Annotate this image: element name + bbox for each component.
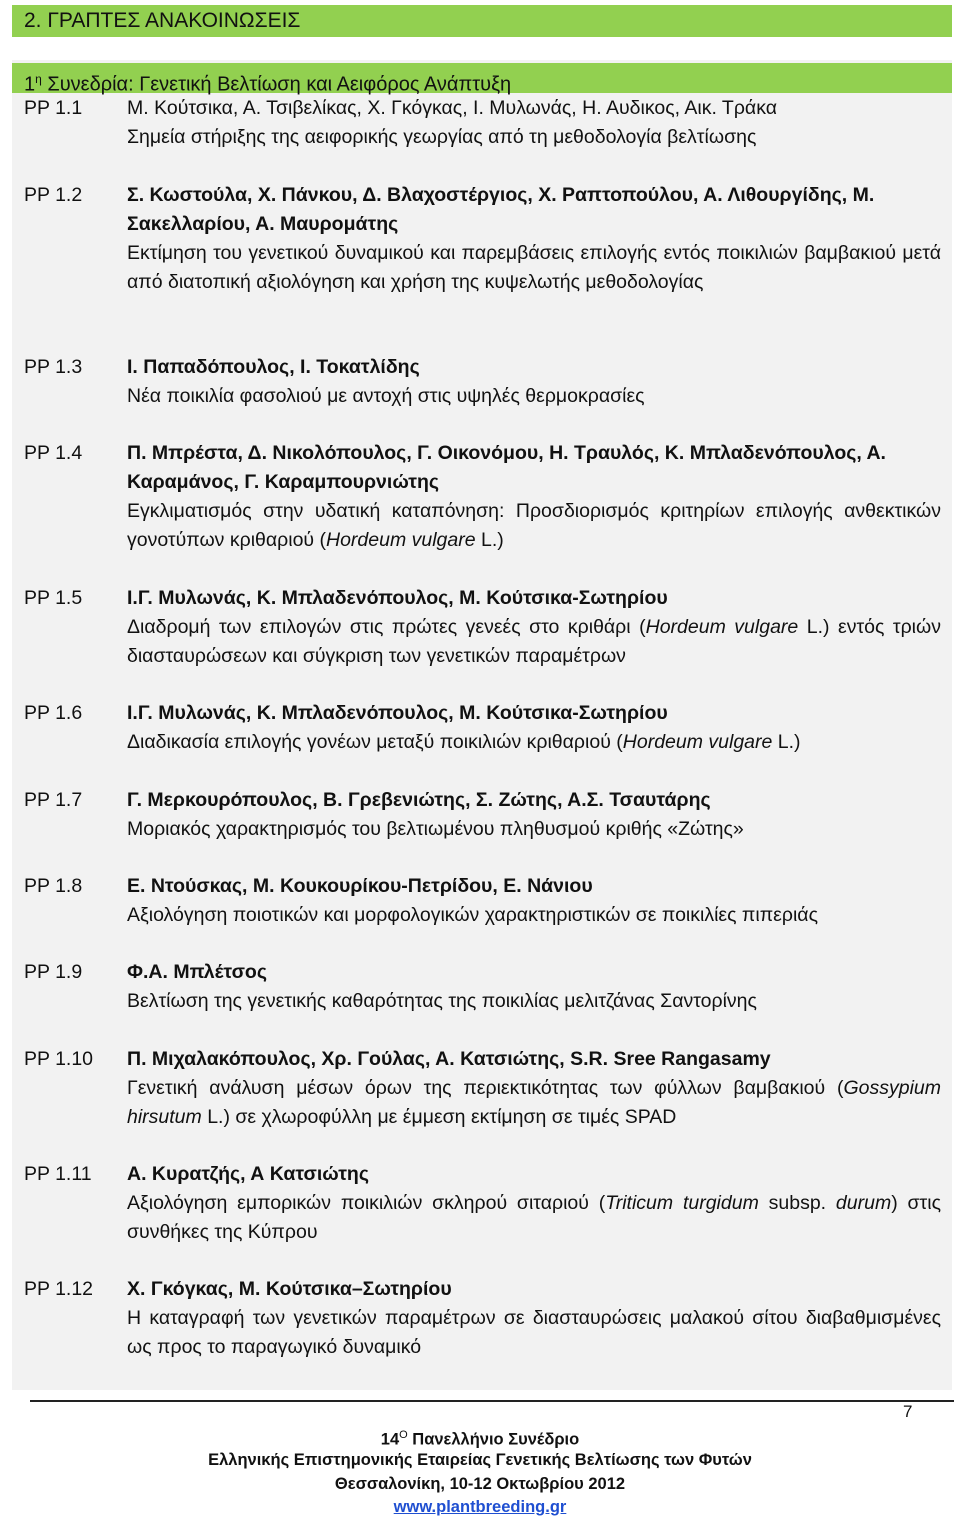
conference-title: Πανελλήνιο Συνέδριο xyxy=(412,1430,580,1449)
session-superscript: η xyxy=(35,72,42,86)
location-date: Θεσσαλονίκη, 10-12 Οκτωβρίου 2012 xyxy=(334,1475,626,1493)
poster-code: PP 1.6 xyxy=(24,702,83,724)
poster-title: Μοριακός χαρακτηρισμός του βελτιωμένου πληθυσμού κριθής «Ζώτης» xyxy=(127,818,744,840)
poster-title: Εγκλιματισμός στην υδατική καταπόνηση: Προσδιορισμός κριτηρίων επιλογής ανθεκτικών γονοτύπων κριθαριού (Hordeum vulgare L.) xyxy=(127,500,941,551)
poster-authors: Μ. Κούτσικα, Α. Τσιβελίκας, Χ. Γκόγκας, Ι. Μυλωνάς, Η. Αυδικος, Αικ. Τράκα xyxy=(127,97,777,119)
poster-authors: Φ.Α. Μπλέτσος xyxy=(127,961,267,983)
poster-code: PP 1.5 xyxy=(24,587,83,609)
poster-authors: Σ. Κωστούλα, Χ. Πάνκου, Δ. Βλαχοστέργιος, Χ. Ραπτοπούλου, Α. Λιθουργίδης, Μ. Σακελλαρίου, Α. Μαυρομάτης xyxy=(127,184,875,235)
poster-title: Βελτίωση της γενετικής καθαρότητας της ποικιλίας μελιτζάνας Σαντορίνης xyxy=(127,990,757,1012)
poster-authors: Γ. Μερκουρόπουλος, Β. Γρεβενιώτης, Σ. Ζώτης, Α.Σ. Τσαυτάρης xyxy=(127,789,711,811)
poster-authors: Π. Μιχαλακόπουλος, Χρ. Γούλας, Α. Κατσιώτης, S.R. Sree Rangasamy xyxy=(127,1048,771,1070)
page-number: 7 xyxy=(903,1402,913,1421)
session-title xyxy=(24,66,511,98)
poster-title: Αξιολόγηση ποιοτικών και μορφολογικών χαρακτηριστικών σε ποικιλίες πιπεριάς xyxy=(127,904,818,926)
poster-code: PP 1.7 xyxy=(24,789,83,811)
poster-code: PP 1.12 xyxy=(24,1278,94,1300)
poster-code: PP 1.3 xyxy=(24,356,83,378)
poster-authors: Χ. Γκόγκας, Μ. Κούτσικα–Σωτηρίου xyxy=(127,1278,452,1300)
poster-title: Διαδικασία επιλογής γονέων μεταξύ ποικιλιών κριθαριού (Hordeum vulgare L.) xyxy=(127,731,801,753)
poster-title: Αξιολόγηση εμπορικών ποικιλιών σκληρού σιταριού (Triticum turgidum subsp. durum) στις συνθήκες της Κύπρου xyxy=(127,1192,941,1243)
section-title: 2. ΓΡΑΠΤΕΣ ΑΝΑΚΟΙΝΩΣΕΙΣ xyxy=(24,9,301,32)
poster-authors: Π. Μπρέστα, Δ. Νικολόπουλος, Γ. Οικονόμου, Η. Τραυλός, Κ. Μπλαδενόπουλος, Α. Καραμάνος, Γ. Καραμπουρνιώτης xyxy=(127,442,886,493)
poster-code: PP 1.1 xyxy=(24,97,83,119)
poster-authors: Α. Κυρατζής, Α Κατσιώτης xyxy=(127,1163,369,1185)
footer-rule xyxy=(30,1400,954,1402)
poster-code: PP 1.2 xyxy=(24,184,83,206)
poster-authors: Ι.Γ. Μυλωνάς, Κ. Μπλαδενόπουλος, Μ. Κούτσικα-Σωτηρίου xyxy=(127,702,668,724)
poster-code: PP 1.10 xyxy=(24,1048,94,1070)
conference-superscript: Ο xyxy=(399,1429,408,1441)
session-label: Συνεδρία: Γενετική Βελτίωση και Αειφόρος Ανάπτυξη xyxy=(47,73,512,96)
poster-authors: Ι.Γ. Μυλωνάς, Κ. Μπλαδενόπουλος, Μ. Κούτσικα-Σωτηρίου xyxy=(127,587,668,609)
poster-code: PP 1.9 xyxy=(24,961,83,983)
poster-authors: Ε. Ντούσκας, Μ. Κουκουρίκου-Πετρίδου, Ε. Νάνιου xyxy=(127,875,593,897)
poster-code: PP 1.4 xyxy=(24,442,83,464)
poster-title: Σημεία στήριξης της αειφορικής γεωργίας από τη μεθοδολογία βελτίωσης xyxy=(127,126,757,148)
website-link[interactable]: www.plantbreeding.gr xyxy=(393,1498,567,1516)
society-name: Ελληνικής Επιστημονικής Εταιρείας Γενετικής Βελτίωσης των Φυτών xyxy=(208,1451,752,1469)
poster-title: Εκτίμηση του γενετικού δυναμικού και παρεμβάσεις επιλογής εντός ποικιλιών βαμβακιού μετά από διατοπική αξιολόγηση και χρήση της κυψελωτής μεθοδολογίας xyxy=(127,242,941,293)
poster-title: Η καταγραφή των γενετικών παραμέτρων σε διασταυρώσεις μαλακού σίτου διαβαθμισμένες ως προς το παραγωγικό δυναμικό xyxy=(127,1307,941,1358)
poster-code: PP 1.11 xyxy=(24,1163,92,1185)
conference-number: 14 xyxy=(380,1430,400,1449)
poster-authors: Ι. Παπαδόπουλος, Ι. Τοκατλίδης xyxy=(127,356,420,378)
session-number: 1 xyxy=(24,73,36,96)
poster-code: PP 1.8 xyxy=(24,875,83,897)
poster-title: Διαδρομή των επιλογών στις πρώτες γενεές στο κριθάρι (Hordeum vulgare L.) εντός τριών διασταυρώσεων και σύγκριση των γενετικών παραμέτρων xyxy=(127,616,941,667)
poster-title: Νέα ποικιλία φασολιού με αντοχή στις υψηλές θερμοκρασίες xyxy=(127,385,645,407)
poster-title: Γενετική ανάλυση μέσων όρων της περιεκτικότητας των φύλλων βαμβακιού (Gossypium hirsutum L.) σε χλωροφύλλη με έμμεση εκτίμηση σε τιμές SPAD xyxy=(127,1077,941,1128)
